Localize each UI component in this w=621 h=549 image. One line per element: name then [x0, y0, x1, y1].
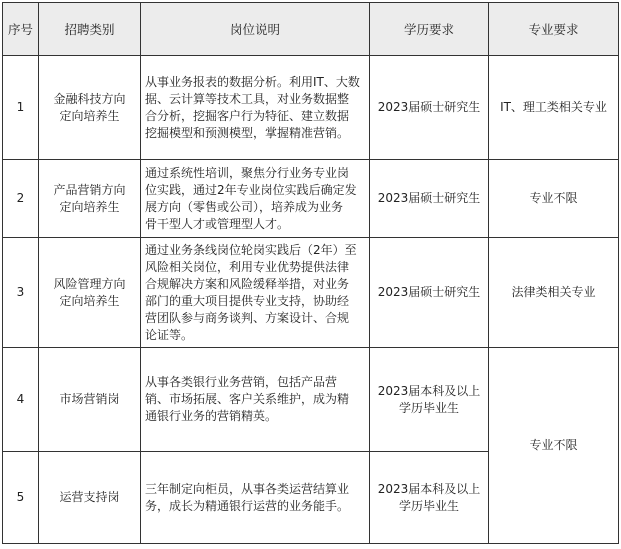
cell-education	[370, 160, 489, 238]
header-major: 专业要求	[489, 3, 619, 56]
table-row	[3, 238, 619, 348]
description-line: 三年制定向柜员，从事各类运营结算业	[145, 481, 350, 496]
cell-description	[141, 56, 370, 160]
description-line: 展方向（零售或公司），培养成为业务	[145, 199, 344, 214]
cell-category	[39, 160, 141, 238]
description-line: 从事各类银行业务营销，包括产品营	[145, 375, 338, 389]
header-description: 岗位说明	[141, 3, 370, 56]
table-row	[3, 160, 619, 238]
cell-category	[39, 452, 141, 544]
description-line: 通过系统性培训，聚焦分行业务专业岗	[145, 165, 350, 180]
description-line: 论证等。	[145, 327, 194, 342]
description-line: 营团队参与商务谈判、方案设计、合规	[145, 310, 350, 325]
cell-description	[141, 160, 370, 238]
cell-category	[39, 56, 141, 160]
category-line: 金融科技方向	[53, 91, 126, 106]
cell-major: 专业不限	[489, 160, 619, 238]
category-line: 定向培养生	[59, 199, 120, 214]
education-line: 2023届本科及以上	[377, 383, 481, 398]
description-line: 合规解决方案和风险缓释举措，对业务	[145, 276, 350, 291]
education-line: 2023届硕士研究生	[377, 191, 481, 205]
cell-education	[370, 238, 489, 348]
category-line: 运营支持岗	[59, 490, 120, 504]
category-line: 定向培养生	[59, 108, 120, 123]
cell-major: 法律类相关专业	[489, 238, 619, 348]
category-line: 产品营销方向	[53, 182, 126, 197]
cell-description	[141, 348, 370, 452]
cell-no: 1	[3, 56, 39, 160]
description-line: 位实践，通过2年专业岗位实践后确定发	[145, 182, 357, 197]
header-no: 序号	[3, 3, 39, 56]
education-line: 2023届硕士研究生	[377, 285, 481, 299]
cell-education	[370, 56, 489, 160]
description-line: 合分析，挖掘客户行为特征、建立数据	[145, 108, 350, 123]
cell-education	[370, 452, 489, 544]
table-row	[3, 348, 619, 452]
description-line: 通银行业务的营销精英。	[145, 409, 278, 423]
cell-category	[39, 348, 141, 452]
cell-no: 5	[3, 452, 39, 544]
cell-no: 3	[3, 238, 39, 348]
description-line: 通过业务条线岗位轮岗实践后（2年）至	[145, 242, 357, 257]
category-line: 定向培养生	[59, 293, 120, 308]
recruitment-table	[2, 2, 619, 544]
education-line: 2023届本科及以上	[377, 481, 481, 496]
description-line: 部门的重大项目提供专业支持，协助经	[145, 293, 350, 308]
cell-education	[370, 348, 489, 452]
cell-major: 专业不限	[489, 348, 619, 544]
cell-description	[141, 452, 370, 544]
description-line: 骨干型人才或管理型人才。	[145, 216, 290, 231]
description-line: 据、云计算等技术工具，对业务数据整	[145, 91, 350, 106]
cell-category	[39, 238, 141, 348]
education-line: 学历毕业生	[398, 498, 459, 513]
cell-no: 2	[3, 160, 39, 238]
description-line: 风险相关岗位，利用专业优势提供法律	[145, 259, 350, 274]
table-row	[3, 56, 619, 160]
description-line: 务，成长为精通银行运营的业务能手。	[145, 498, 350, 513]
description-line: 挖掘模型和预测模型，掌握精准营销。	[145, 125, 350, 140]
education-line: 2023届硕士研究生	[377, 100, 481, 114]
description-line: 从事业务报表的数据分析。利用IT、大数	[145, 74, 360, 89]
cell-no: 4	[3, 348, 39, 452]
cell-description	[141, 238, 370, 348]
description-line: 销、市场拓展、客户关系维护，成为精	[145, 392, 350, 406]
header-education: 学历要求	[370, 3, 489, 56]
education-line: 学历毕业生	[398, 400, 459, 415]
category-line: 风险管理方向	[53, 276, 126, 291]
category-line: 市场营销岗	[59, 392, 120, 406]
cell-major: IT、理工类相关专业	[489, 56, 619, 160]
header-row	[3, 3, 619, 56]
header-category: 招聘类别	[39, 3, 141, 56]
